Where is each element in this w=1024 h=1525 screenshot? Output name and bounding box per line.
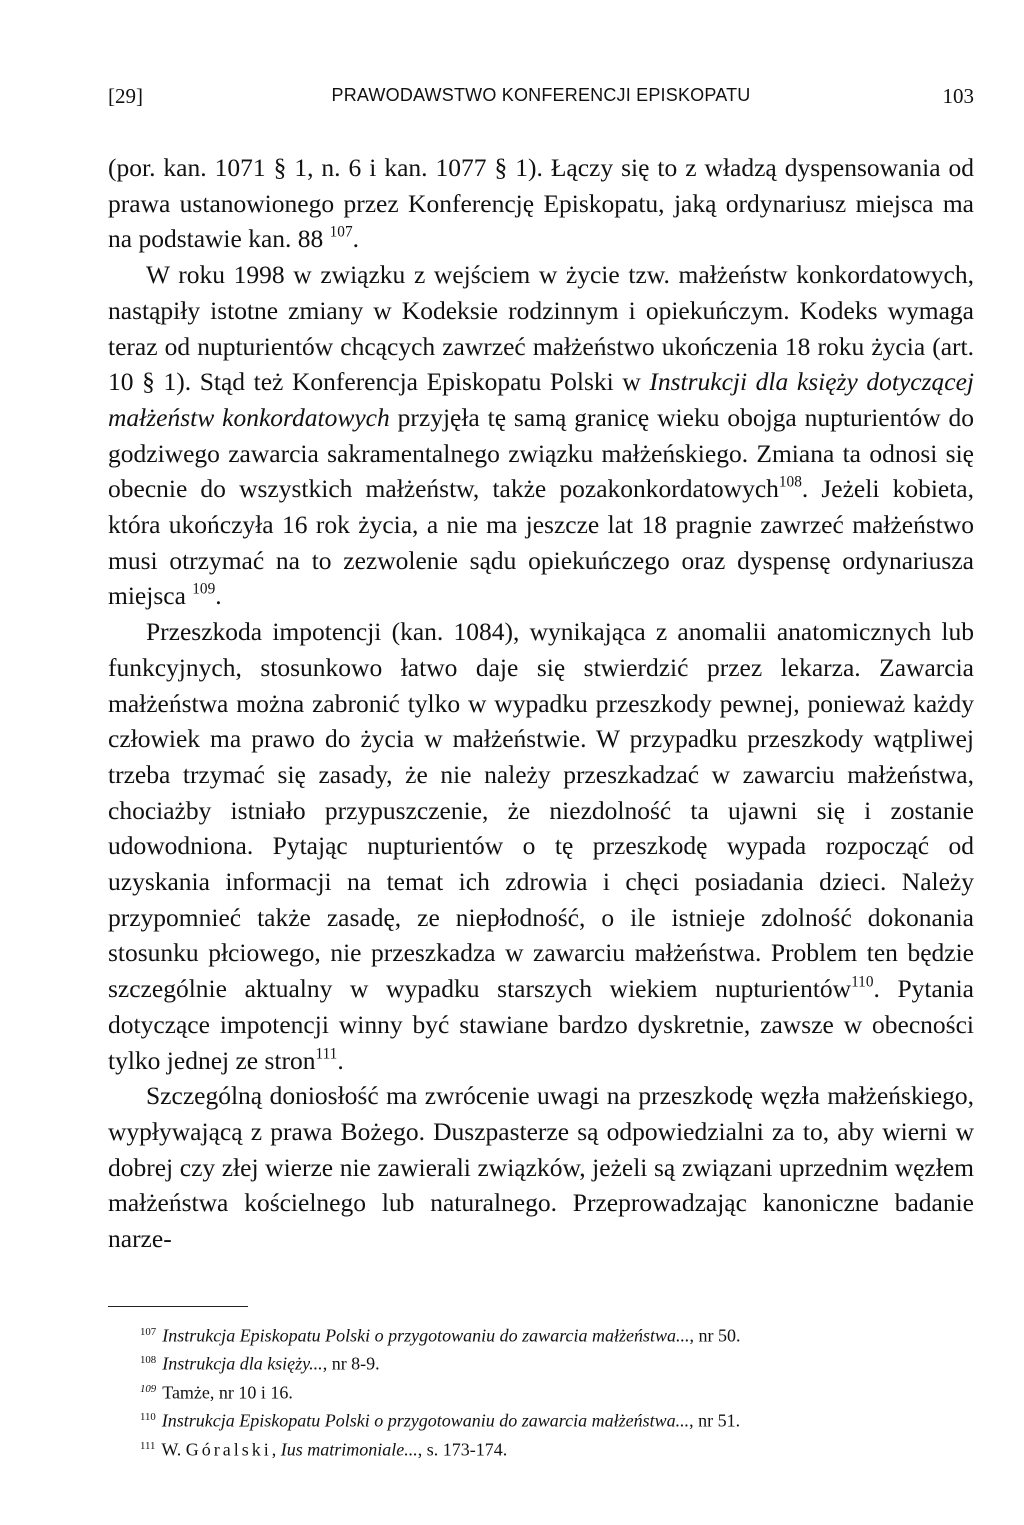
- footnote-author: Góralski: [185, 1439, 272, 1460]
- paragraph-1: [108, 150, 974, 257]
- paragraph-2: [108, 257, 974, 614]
- running-title: PRAWODAWSTWO KONFERENCJI EPISKOPATU: [331, 85, 751, 105]
- footnote-title: Instrukcja dla księży...: [162, 1353, 323, 1374]
- chapter-number: [29]: [108, 84, 143, 108]
- footnote-108: [140, 1348, 974, 1376]
- italic-title: Instrukcji dla księży dotyczącej małżeństw konkordatowych: [108, 367, 974, 432]
- paragraph-4: [108, 1078, 974, 1257]
- text-run: . Pytania dotyczące impotencji winny być stawiane bardzo dyskretnie, zawsze w obecności tylko jednej ze stron: [108, 974, 974, 1075]
- footnote-text: , nr 8-9.: [322, 1353, 380, 1374]
- text-run: W roku 1998 w związku z wejściem w życie tzw. małżeństw konkordatowych, nastąpiły istotne zmiany w Kodeksie rodzinnym i opiekuńczym. Kodeks wymaga teraz od nupturientów chcących zawrzeć małżeństwo ukończenia 18 roku życia (art. 10 § 1). Stąd też Konferencja Episkopatu Polski w: [108, 260, 974, 397]
- footnote-ref[interactable]: 107: [329, 223, 353, 241]
- footnotes: [140, 1320, 974, 1462]
- footnote-ref[interactable]: 111: [315, 1044, 338, 1062]
- text-run: (por. kan. 1071 § 1, n. 6 i kan. 1077 § 1). Łączy się to z władzą dyspensowania od prawa ustanowionego przez Konferencję Episkopatu, jaką ordynariusz miejsca ma na podstawie kan. 88: [108, 153, 974, 254]
- footnote-text: Tamże, nr 10 i 16.: [162, 1382, 293, 1403]
- footnote-number: 107: [140, 1326, 157, 1338]
- footnote-ref[interactable]: 110: [851, 973, 874, 991]
- footnote-text: ,: [271, 1439, 281, 1460]
- text-run: Szczególną doniosłość ma zwrócenie uwagi na przeszkodę węzła małżeńskiego, wypływającą z prawa Bożego. Duszpasterze są odpowiedzialni za to, aby wierni w dobrej czy złej wierze nie zawierali związków, jeżeli są związani uprzednim węzłem małżeństwa kościelnego lub naturalnego. Przeprowadzając kanoniczne badanie narze-: [108, 1081, 974, 1254]
- footnote-text: , s. 173-174.: [417, 1439, 508, 1460]
- text-run: .: [337, 1045, 344, 1075]
- running-head: [108, 84, 974, 114]
- footnote-111: [140, 1434, 974, 1462]
- text-run: .: [215, 581, 222, 611]
- footnote-text: , nr 50.: [689, 1325, 741, 1346]
- footnote-ref[interactable]: 109: [192, 580, 216, 598]
- text-run: Przeszkoda impotencji (kan. 1084), wynikająca z anomalii anatomicznych lub funkcyjnych, stosunkowo łatwo daje się stwierdzić przez lekarza. Zawarcia małżeństwa można zabronić tylko w wypadku przeszkody pewnej, ponieważ każdy człowiek ma prawo do życia w małżeństwie. W przypadku przeszkody wątpliwej trzeba trzymać się zasady, że nie należy przeszkadzać w zawarciu małżeństwa, chociażby istniało przypuszczenie, że niezdolność ta ujawni się i zostanie udowodniona. Pytając nupturientów o tę przeszkodę wypada rozpocząć od uzyskania informacji na temat ich zdrowia i chęci posiadania dzieci. Należy przypomnieć także zasadę, ze niepłodność, o ile istnieje zdolność dokonania stosunku płciowego, nie przeszkadza w zawarciu małżeństwa. Problem ten będzie szczególnie aktualny w wypadku starszych wiekiem nupturientów: [108, 617, 974, 1004]
- footnote-title: Ius matrimoniale...: [280, 1439, 418, 1460]
- footnote-ref[interactable]: 108: [778, 473, 802, 491]
- footnote-text: , nr 51.: [689, 1410, 741, 1431]
- footnote-author-initial: W.: [161, 1439, 186, 1460]
- footnote-title: Instrukcja Episkopatu Polski o przygotowaniu do zawarcia małżeństwa...: [162, 1325, 690, 1346]
- page-number: 103: [942, 84, 974, 108]
- footnote-title: Instrukcja Episkopatu Polski o przygotowaniu do zawarcia małżeństwa...: [161, 1410, 690, 1431]
- text-run: . Jeżeli kobieta, która ukończyła 16 rok życia, a nie ma jeszcze lat 18 pragnie zawrzeć małżeństwo musi otrzymać na to zezwolenie sądu opiekuńczego oraz dyspensę ordynariusza miejsca: [108, 474, 974, 611]
- footnote-number: 111: [140, 1439, 156, 1452]
- footnote-107: [140, 1320, 974, 1348]
- footnote-110: [140, 1405, 974, 1433]
- paragraph-3: [108, 614, 974, 1078]
- footnote-number: 109: [140, 1382, 157, 1395]
- footnote-number: 108: [140, 1354, 157, 1367]
- footnote-109: [140, 1377, 974, 1405]
- footnote-number: 110: [140, 1411, 156, 1424]
- text-run: .: [352, 224, 359, 254]
- text-run: przyjęła tę samą granicę wieku obojga nupturientów do godziwego zawarcia sakramentalnego związku małżeńskiego. Zmiana ta odnosi się obecnie do wszystkich małżeństw, także pozakonkordatowych: [108, 402, 974, 504]
- footnote-separator: [108, 1306, 248, 1307]
- main-text: [108, 150, 974, 1257]
